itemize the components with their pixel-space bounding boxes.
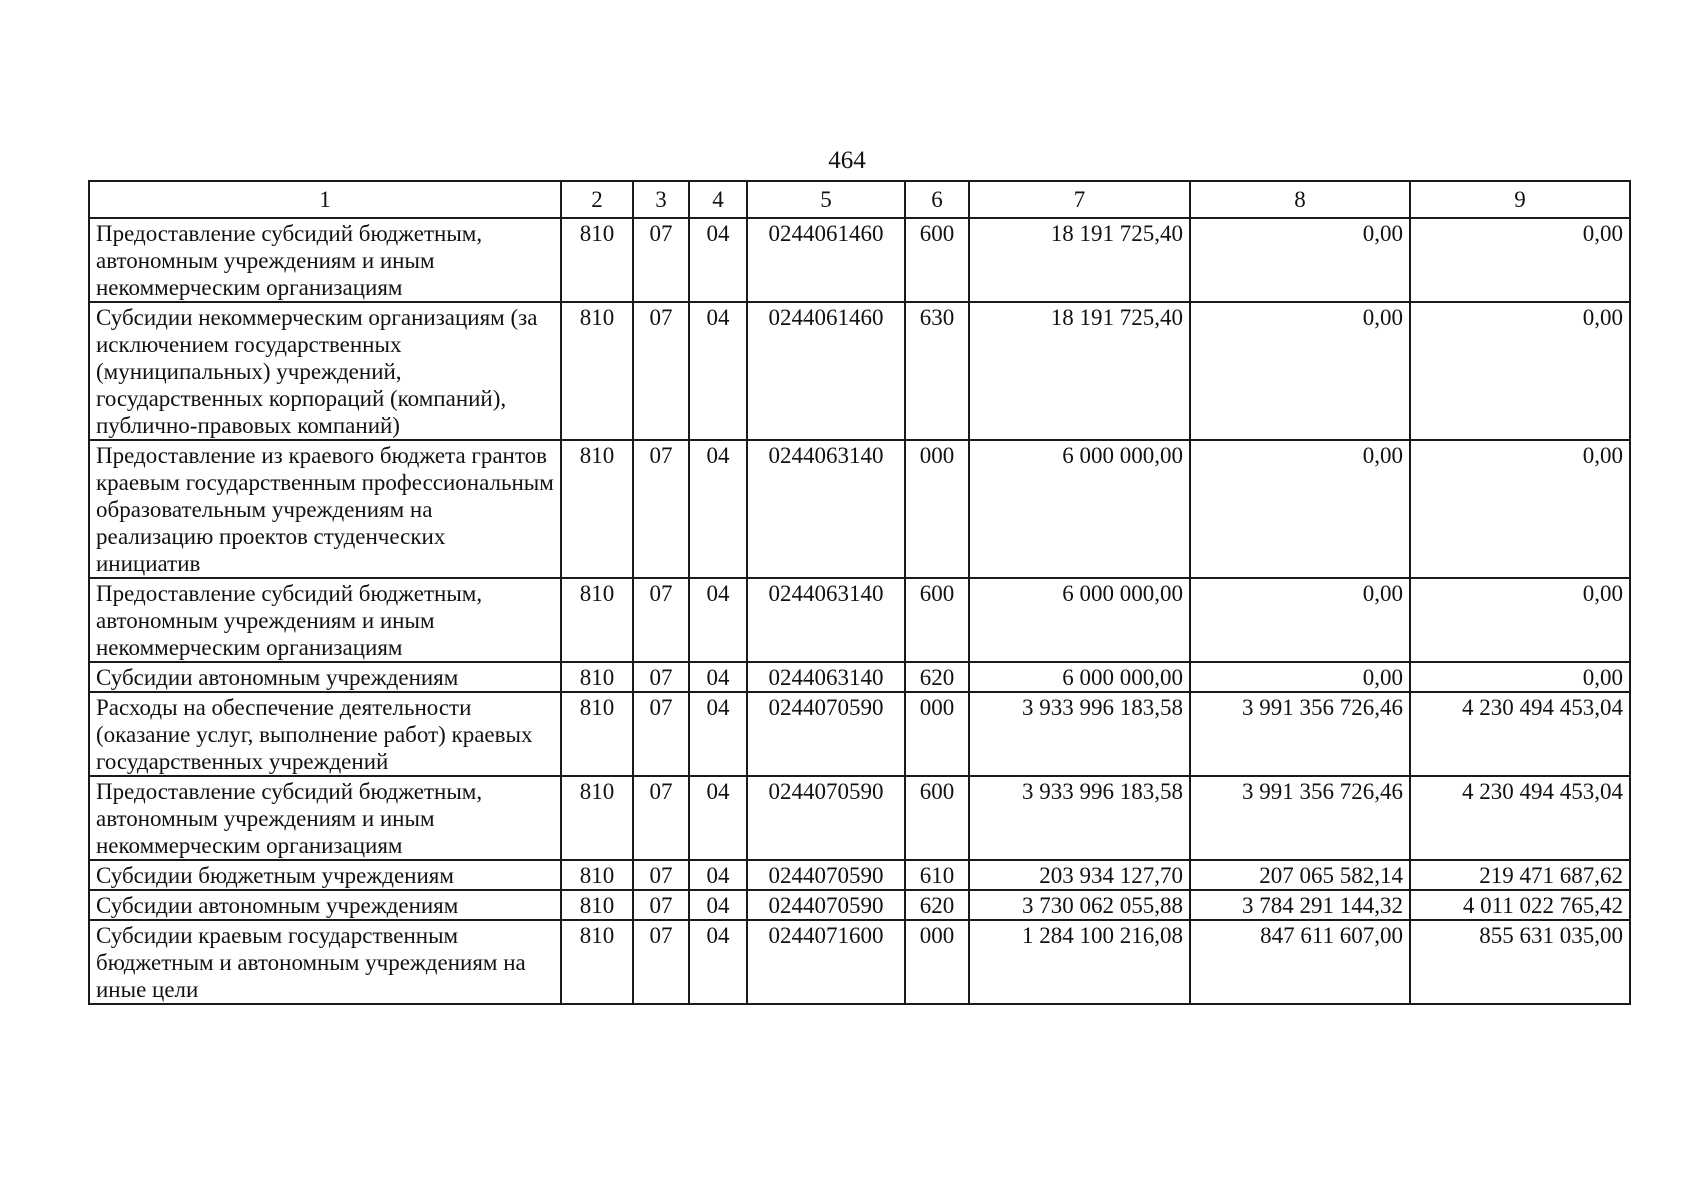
cell-amount-col7: 6 000 000,00 xyxy=(969,440,1190,578)
table-row xyxy=(89,302,1630,440)
cell-amount-col7: 18 191 725,40 xyxy=(969,218,1190,302)
cell-ved-code: 810 xyxy=(561,776,633,860)
cell-ved-code: 810 xyxy=(561,920,633,1004)
table-body xyxy=(89,218,1630,1004)
header-cell: 2 xyxy=(561,181,633,218)
cell-amount-col7: 203 934 127,70 xyxy=(969,860,1190,890)
cell-ved-code: 810 xyxy=(561,860,633,890)
table-row xyxy=(89,218,1630,302)
cell-section: 07 xyxy=(633,890,689,920)
cell-name: Субсидии бюджетным учреждениям xyxy=(89,860,561,890)
cell-expense-type: 620 xyxy=(905,662,969,692)
cell-section: 07 xyxy=(633,692,689,776)
header-cell: 4 xyxy=(689,181,747,218)
cell-ved-code: 810 xyxy=(561,692,633,776)
cell-target-article: 0244070590 xyxy=(747,860,905,890)
cell-amount-col7: 3 933 996 183,58 xyxy=(969,692,1190,776)
cell-expense-type: 000 xyxy=(905,920,969,1004)
table-row xyxy=(89,662,1630,692)
cell-ved-code: 810 xyxy=(561,440,633,578)
cell-name: Предоставление субсидий бюджетным, автономным учреждениям и иным некоммерческим организациям xyxy=(89,776,561,860)
cell-expense-type: 000 xyxy=(905,692,969,776)
cell-amount-col8: 0,00 xyxy=(1190,578,1410,662)
cell-amount-col7: 18 191 725,40 xyxy=(969,302,1190,440)
cell-subsection: 04 xyxy=(689,776,747,860)
cell-expense-type: 000 xyxy=(905,440,969,578)
cell-expense-type: 620 xyxy=(905,890,969,920)
cell-subsection: 04 xyxy=(689,692,747,776)
cell-amount-col9: 0,00 xyxy=(1410,578,1630,662)
cell-subsection: 04 xyxy=(689,920,747,1004)
cell-ved-code: 810 xyxy=(561,578,633,662)
table-row xyxy=(89,776,1630,860)
cell-target-article: 0244063140 xyxy=(747,662,905,692)
cell-expense-type: 610 xyxy=(905,860,969,890)
cell-ved-code: 810 xyxy=(561,890,633,920)
cell-target-article: 0244070590 xyxy=(747,692,905,776)
cell-subsection: 04 xyxy=(689,578,747,662)
cell-name: Предоставление субсидий бюджетным, автономным учреждениям и иным некоммерческим организациям xyxy=(89,218,561,302)
cell-expense-type: 600 xyxy=(905,776,969,860)
cell-section: 07 xyxy=(633,578,689,662)
header-cell: 8 xyxy=(1190,181,1410,218)
cell-subsection: 04 xyxy=(689,662,747,692)
cell-amount-col8: 0,00 xyxy=(1190,302,1410,440)
cell-name: Предоставление из краевого бюджета грантов краевым государственным профессиональным образовательным учреждениям на реализацию проектов студенческих инициатив xyxy=(89,440,561,578)
table-row xyxy=(89,890,1630,920)
cell-subsection: 04 xyxy=(689,302,747,440)
table-row xyxy=(89,578,1630,662)
header-cell: 6 xyxy=(905,181,969,218)
cell-section: 07 xyxy=(633,920,689,1004)
header-cell: 3 xyxy=(633,181,689,218)
cell-amount-col7: 1 284 100 216,08 xyxy=(969,920,1190,1004)
cell-section: 07 xyxy=(633,860,689,890)
cell-amount-col8: 207 065 582,14 xyxy=(1190,860,1410,890)
cell-amount-col9: 219 471 687,62 xyxy=(1410,860,1630,890)
cell-target-article: 0244061460 xyxy=(747,218,905,302)
cell-amount-col8: 0,00 xyxy=(1190,440,1410,578)
cell-expense-type: 630 xyxy=(905,302,969,440)
cell-name: Субсидии некоммерческим организациям (за исключением государственных (муниципальных) учреждений, государственных корпораций (компаний), публично-правовых компаний) xyxy=(89,302,561,440)
cell-target-article: 0244061460 xyxy=(747,302,905,440)
cell-amount-col9: 0,00 xyxy=(1410,440,1630,578)
table-row xyxy=(89,692,1630,776)
cell-amount-col8: 3 784 291 144,32 xyxy=(1190,890,1410,920)
cell-target-article: 0244071600 xyxy=(747,920,905,1004)
cell-section: 07 xyxy=(633,218,689,302)
header-cell: 5 xyxy=(747,181,905,218)
cell-amount-col8: 0,00 xyxy=(1190,218,1410,302)
cell-amount-col7: 6 000 000,00 xyxy=(969,662,1190,692)
cell-amount-col9: 0,00 xyxy=(1410,218,1630,302)
cell-target-article: 0244063140 xyxy=(747,578,905,662)
cell-amount-col7: 3 933 996 183,58 xyxy=(969,776,1190,860)
cell-amount-col7: 6 000 000,00 xyxy=(969,578,1190,662)
cell-name: Субсидии краевым государственным бюджетным и автономным учреждениям на иные цели xyxy=(89,920,561,1004)
cell-section: 07 xyxy=(633,440,689,578)
cell-expense-type: 600 xyxy=(905,218,969,302)
cell-name: Субсидии автономным учреждениям xyxy=(89,890,561,920)
cell-amount-col9: 0,00 xyxy=(1410,662,1630,692)
cell-amount-col7: 3 730 062 055,88 xyxy=(969,890,1190,920)
cell-section: 07 xyxy=(633,776,689,860)
cell-amount-col9: 4 011 022 765,42 xyxy=(1410,890,1630,920)
cell-name: Предоставление субсидий бюджетным, автономным учреждениям и иным некоммерческим организациям xyxy=(89,578,561,662)
cell-amount-col9: 0,00 xyxy=(1410,302,1630,440)
cell-subsection: 04 xyxy=(689,440,747,578)
header-cell: 1 xyxy=(89,181,561,218)
header-cell: 9 xyxy=(1410,181,1630,218)
table-row xyxy=(89,860,1630,890)
cell-name: Субсидии автономным учреждениям xyxy=(89,662,561,692)
header-cell: 7 xyxy=(969,181,1190,218)
page-number: 464 xyxy=(828,147,866,174)
cell-name: Расходы на обеспечение деятельности (оказание услуг, выполнение работ) краевых государственных учреждений xyxy=(89,692,561,776)
cell-ved-code: 810 xyxy=(561,662,633,692)
cell-amount-col9: 855 631 035,00 xyxy=(1410,920,1630,1004)
header-row xyxy=(89,181,1630,218)
cell-subsection: 04 xyxy=(689,860,747,890)
cell-ved-code: 810 xyxy=(561,302,633,440)
cell-expense-type: 600 xyxy=(905,578,969,662)
budget-table xyxy=(88,180,1631,1005)
cell-target-article: 0244063140 xyxy=(747,440,905,578)
cell-amount-col9: 4 230 494 453,04 xyxy=(1410,776,1630,860)
table-row xyxy=(89,440,1630,578)
cell-target-article: 0244070590 xyxy=(747,890,905,920)
cell-amount-col9: 4 230 494 453,04 xyxy=(1410,692,1630,776)
cell-subsection: 04 xyxy=(689,218,747,302)
cell-section: 07 xyxy=(633,662,689,692)
cell-amount-col8: 3 991 356 726,46 xyxy=(1190,692,1410,776)
cell-ved-code: 810 xyxy=(561,218,633,302)
cell-subsection: 04 xyxy=(689,890,747,920)
table-row xyxy=(89,920,1630,1004)
cell-target-article: 0244070590 xyxy=(747,776,905,860)
cell-amount-col8: 3 991 356 726,46 xyxy=(1190,776,1410,860)
cell-amount-col8: 847 611 607,00 xyxy=(1190,920,1410,1004)
cell-section: 07 xyxy=(633,302,689,440)
cell-amount-col8: 0,00 xyxy=(1190,662,1410,692)
